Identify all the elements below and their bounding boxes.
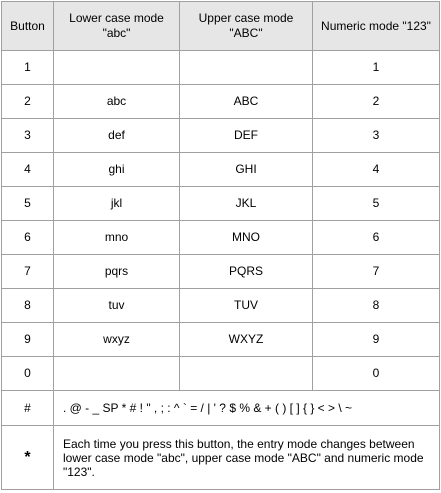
- symbols-cell: . @ - _ SP * # ! " , ; : ^ ` = / | ' ? $ % & + ( ) [ ] { } < > \ ~: [54, 391, 440, 426]
- table-row: [2, 85, 440, 119]
- button-cell: 0: [2, 357, 54, 391]
- lower-case-cell: def: [54, 119, 180, 153]
- button-cell: 6: [2, 221, 54, 255]
- header-lower-case-mode: Lower case mode "abc": [54, 2, 180, 51]
- numeric-cell: 2: [313, 85, 440, 119]
- upper-case-cell: ABC: [180, 85, 313, 119]
- numeric-cell: 9: [313, 323, 440, 357]
- lower-case-cell: tuv: [54, 289, 180, 323]
- button-cell: 1: [2, 51, 54, 85]
- button-cell: 5: [2, 187, 54, 221]
- numeric-cell: 0: [313, 357, 440, 391]
- header-numeric-mode: Numeric mode "123": [313, 2, 440, 51]
- lower-case-cell: pqrs: [54, 255, 180, 289]
- table-row: [2, 289, 440, 323]
- lower-case-cell: jkl: [54, 187, 180, 221]
- lower-case-cell: wxyz: [54, 323, 180, 357]
- header-upper-case-mode: Upper case mode "ABC": [180, 2, 313, 51]
- lower-case-cell: [54, 51, 180, 85]
- asterisk-icon: *: [24, 448, 31, 466]
- button-cell-star: [2, 426, 54, 490]
- button-cell: 2: [2, 85, 54, 119]
- button-cell: 8: [2, 289, 54, 323]
- upper-case-cell: [180, 357, 313, 391]
- button-cell-hash: #: [2, 391, 54, 426]
- table-row: [2, 221, 440, 255]
- table-row-hash: [2, 391, 440, 426]
- numeric-cell: 1: [313, 51, 440, 85]
- key-mapping-table: [1, 1, 440, 490]
- numeric-cell: 6: [313, 221, 440, 255]
- table-row: [2, 153, 440, 187]
- upper-case-cell: WXYZ: [180, 323, 313, 357]
- numeric-cell: 7: [313, 255, 440, 289]
- button-cell: 3: [2, 119, 54, 153]
- numeric-cell: 5: [313, 187, 440, 221]
- numeric-cell: 3: [313, 119, 440, 153]
- table-row: [2, 323, 440, 357]
- table-row: [2, 119, 440, 153]
- table-row: [2, 187, 440, 221]
- header-button: Button: [2, 2, 54, 51]
- upper-case-cell: GHI: [180, 153, 313, 187]
- upper-case-cell: PQRS: [180, 255, 313, 289]
- lower-case-cell: mno: [54, 221, 180, 255]
- mode-toggle-description: Each time you press this button, the entry mode changes between lower case mode "abc", upper case mode "ABC" and numeric mode "123".: [54, 426, 440, 490]
- button-cell: 9: [2, 323, 54, 357]
- upper-case-cell: JKL: [180, 187, 313, 221]
- upper-case-cell: TUV: [180, 289, 313, 323]
- upper-case-cell: [180, 51, 313, 85]
- table-row: [2, 51, 440, 85]
- lower-case-cell: abc: [54, 85, 180, 119]
- table-row-star: [2, 426, 440, 490]
- button-cell: 7: [2, 255, 54, 289]
- table-row: [2, 357, 440, 391]
- table-row: [2, 255, 440, 289]
- numeric-cell: 4: [313, 153, 440, 187]
- numeric-cell: 8: [313, 289, 440, 323]
- lower-case-cell: [54, 357, 180, 391]
- lower-case-cell: ghi: [54, 153, 180, 187]
- upper-case-cell: DEF: [180, 119, 313, 153]
- table-header-row: [2, 2, 440, 51]
- upper-case-cell: MNO: [180, 221, 313, 255]
- button-cell: 4: [2, 153, 54, 187]
